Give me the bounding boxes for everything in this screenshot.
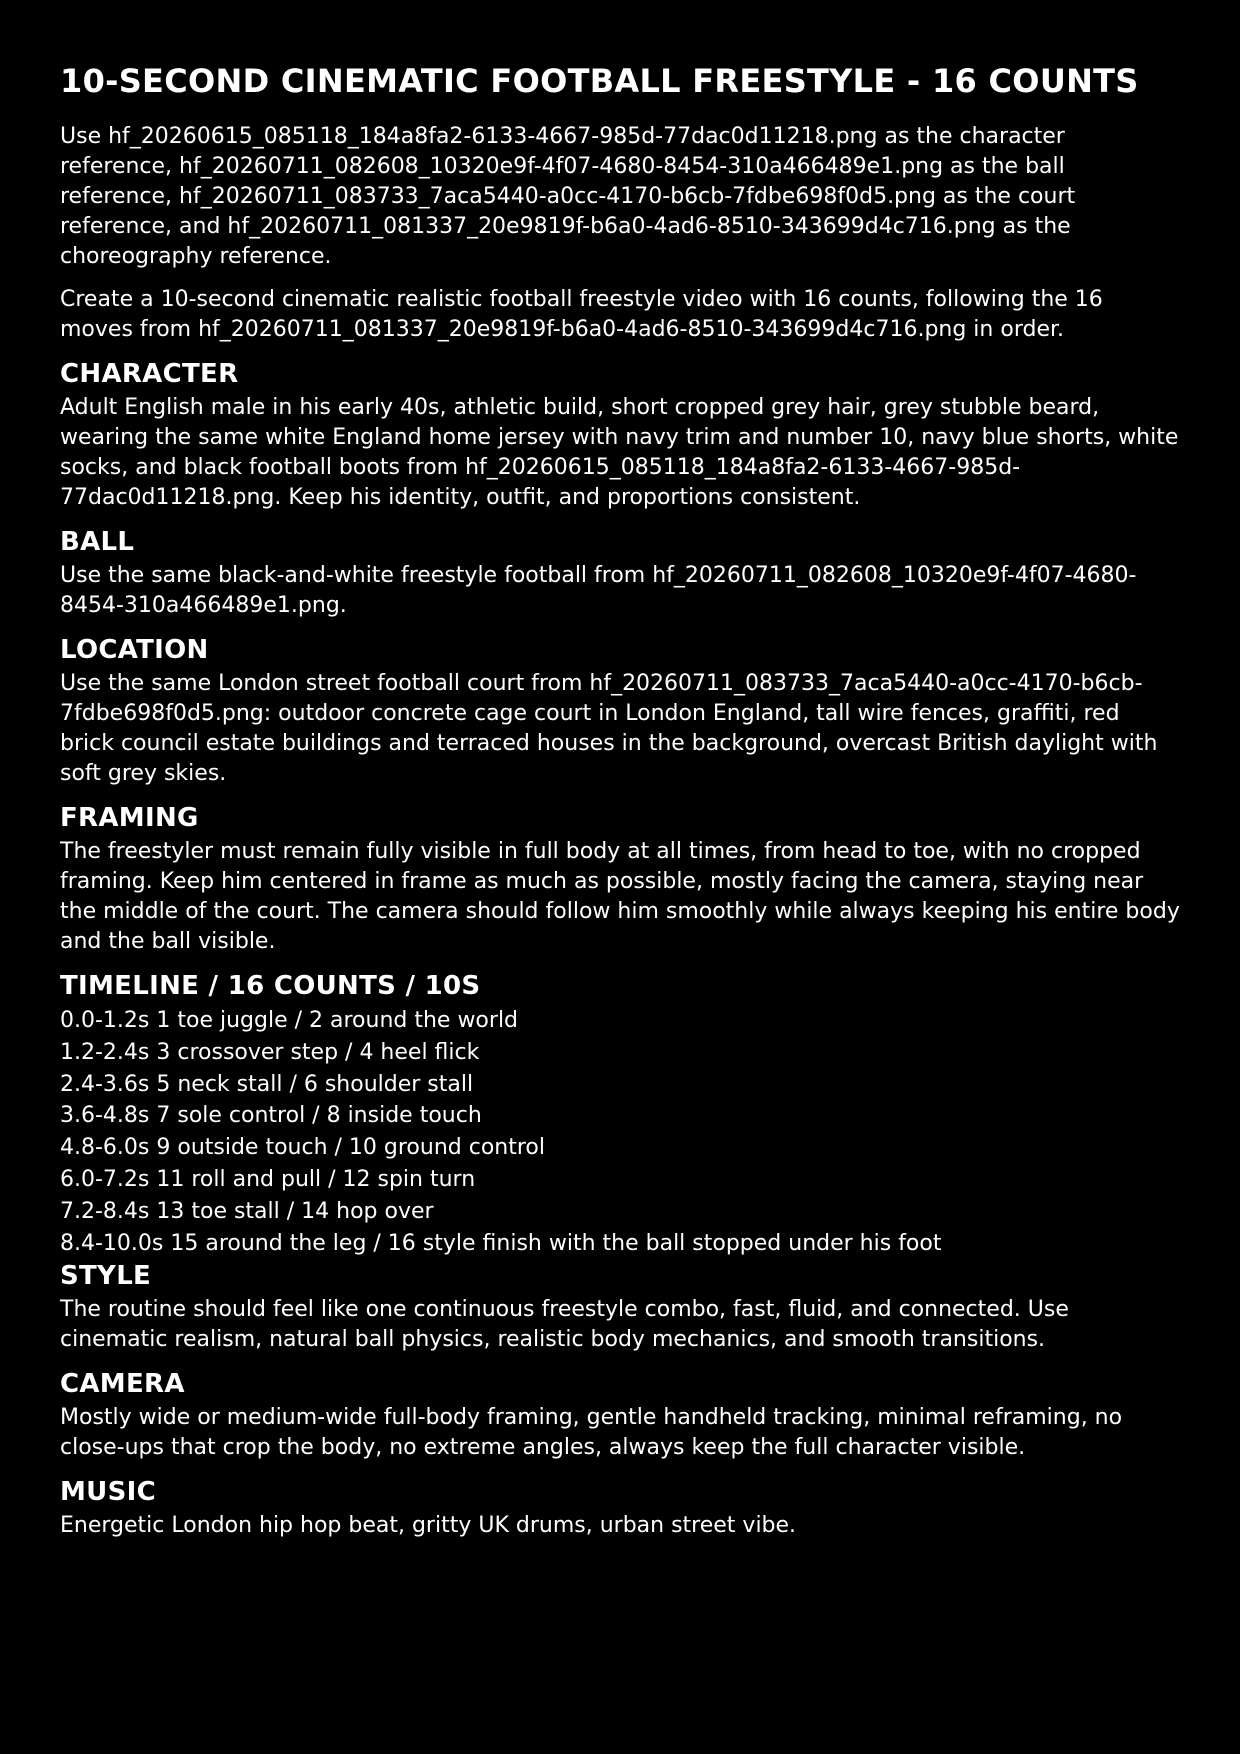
timeline-item: 8.4-10.0s 15 around the leg / 16 style finish with the ball stopped under his foot xyxy=(60,1230,942,1256)
character-text: Adult English male in his early 40s, athletic build, short cropped grey hair, grey stubble beard, wearing the same white England home jersey with navy trim and number 10, navy blue shorts, white socks, and black football boots from hf_20260615_085118_184a8fa2-6133-4667-985d-77dac0d11218.png. Keep his identity, outfit, and proportions consistent. xyxy=(60,395,1179,510)
location-heading: LOCATION xyxy=(60,635,209,665)
style-heading: STYLE xyxy=(60,1261,152,1292)
timeline-heading: TIMELINE / 16 COUNTS / 10S xyxy=(60,971,481,1001)
music-heading: MUSIC xyxy=(60,1477,156,1508)
ball-heading: BALL xyxy=(60,527,135,557)
timeline-item: 3.6-4.8s 7 sole control / 8 inside touch xyxy=(60,1103,482,1129)
timeline-item: 1.2-2.4s 3 crossover step / 4 heel flick xyxy=(60,1039,480,1065)
framing-text: The freestyler must remain fully visible in full body at all times, from head to toe, with no cropped framing. Keep him centered in frame as much as possible, mostly facing the camera, staying near the middle of the court. The camera should follow him smoothly while always keeping his entire body and the ball visible. xyxy=(60,839,1180,954)
music-section xyxy=(60,1475,1180,1541)
timeline-item: 6.0-7.2s 11 roll and pull / 12 spin turn xyxy=(60,1166,476,1192)
character-heading: CHARACTER xyxy=(60,359,239,389)
timeline-item: 4.8-6.0s 9 outside touch / 10 ground control xyxy=(60,1135,545,1161)
framing-heading: FRAMING xyxy=(60,803,199,833)
timeline-section xyxy=(60,969,1180,1259)
camera-section xyxy=(60,1367,1180,1463)
camera-text: Mostly wide or medium-wide full-body framing, gentle handheld tracking, minimal reframing, no close-ups that crop the body, no extreme angles, always keep the full character visible. xyxy=(60,1405,1123,1461)
timeline-list xyxy=(60,1005,1180,1259)
ball-section xyxy=(60,525,1180,621)
location-text: Use the same London street football court from hf_20260711_083733_7aca5440-a0cc-4170-b6cb-7fdbe698f0d5.png: outdoor concrete cage court in London England, tall wire fences, graffiti, red brick council estate buildings and terraced houses in the background, overcast British daylight with soft grey skies. xyxy=(60,671,1158,786)
framing-section xyxy=(60,801,1180,957)
music-text: Energetic London hip hop beat, gritty UK drums, urban street vibe. xyxy=(60,1513,797,1539)
ball-text: Use the same black-and-white freestyle football from hf_20260711_082608_10320e9f-4f07-4680-8454-310a466489e1.png. xyxy=(60,563,1137,618)
intro-paragraph-references: Use hf_20260615_085118_184a8fa2-6133-4667-985d-77dac0d11218.png as the character reference, hf_20260711_082608_10320e9f-4f07-4680-8454-310a466489e1.png as the ball reference, hf_20260711_083733_7aca5440-a0cc-4170-b6cb-7fdbe698f0d5.png as the court reference, and hf_20260711_081337_20e9819f-b6a0-4ad6-8510-343699d4c716.png as the choreography reference. xyxy=(60,124,1076,269)
camera-heading: CAMERA xyxy=(60,1369,185,1400)
document-title: 10-SECOND CINEMATIC FOOTBALL FREESTYLE - 16 COUNTS xyxy=(60,62,1139,100)
timeline-item: 2.4-3.6s 5 neck stall / 6 shoulder stall xyxy=(60,1071,474,1097)
character-section xyxy=(60,357,1180,513)
style-text: The routine should feel like one continuous freestyle combo, fast, fluid, and connected. Use cinematic realism, natural ball physics, realistic body mechanics, and smooth transitions. xyxy=(60,1297,1069,1353)
timeline-item: 0.0-1.2s 1 toe juggle / 2 around the world xyxy=(60,1008,519,1033)
location-section xyxy=(60,633,1180,789)
style-section xyxy=(60,1259,1180,1355)
intro-paragraph-task: Create a 10-second cinematic realistic football freestyle video with 16 counts, following the 16 moves from hf_20260711_081337_20e9819f-b6a0-4ad6-8510-343699d4c716.png in order. xyxy=(60,287,1103,342)
timeline-item: 7.2-8.4s 13 toe stall / 14 hop over xyxy=(60,1198,434,1224)
